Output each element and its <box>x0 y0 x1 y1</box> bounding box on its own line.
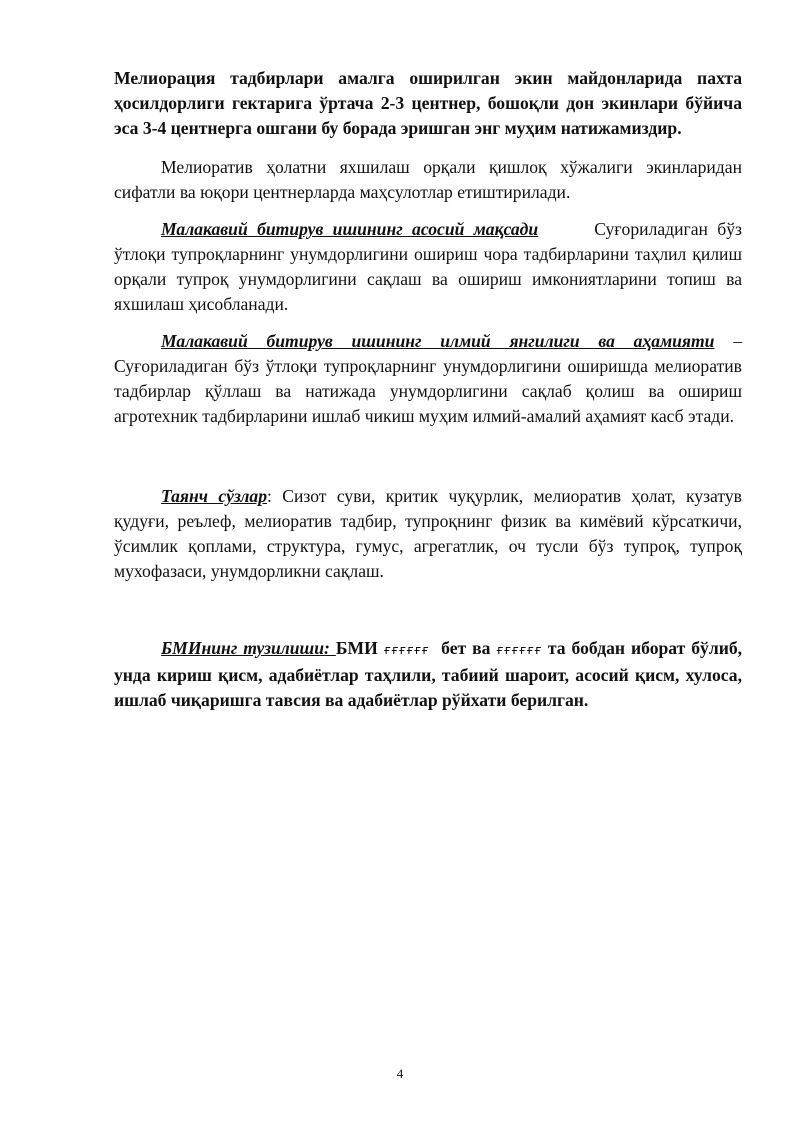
keywords-text: Сизот суви, критик чуқурлик, мелиоратив ҳолат, кузатув қудуғи, реълеф, мелиоратив тадбир, тупроқнинг физик ва кимёвий кўрсаткичи, ўсимлик қоплами, структура, гумус, агрегатлик, оч тусли бўз тупроқ, тупроқ мухофазаси, унумдорликни сақлаш. <box>114 486 742 581</box>
structure-text-part2: бет ва <box>441 638 491 658</box>
paragraph-goal <box>114 217 742 317</box>
novelty-heading: Малакавий битирув ишининг илмий янгилиги ва аҳамияти <box>161 331 715 351</box>
structure-heading: БМИнинг тузилиши: <box>161 638 336 658</box>
goal-heading: Малакавий битирув ишининг асосий мақсади <box>161 219 539 239</box>
novelty-text: Суғориладиган бўз ўтлоқи тупроқларнинг унумдорлигини оширишда мелиоратив тадбирлар қўллаш ва натижада унумдорлигини сақлаб қолиш ва ошириш агротехник тадбирларини ишлаб чикиш муҳим илмий-амалий аҳамият касб этади. <box>114 356 742 426</box>
novelty-dash: – <box>733 331 742 351</box>
keywords-colon: : <box>267 486 272 506</box>
page-number: 4 <box>396 1066 404 1081</box>
paragraph-improvement: Мелиоратив ҳолатни яхшилаш орқали қишлоқ хўжалиги экинларидан сифатли ва юқори центнерларда маҳсулотлар етиштирилади. <box>114 157 742 202</box>
goal-text: Суғориладиган бўз ўтлоқи тупроқларнинг унумдорлигини ошириш чора тадбирларини таҳлил қилиш орқали тупроқ унумдорлигини сақлаш ва ошириш имкониятларини топиш ва яхшилаш ҳисобланади. <box>114 219 743 314</box>
keywords-heading: Таянч сўзлар <box>161 486 267 506</box>
document-page <box>114 66 742 713</box>
chapter-count-placeholder: ғғғғғғ <box>496 643 542 657</box>
structure-text-part3: та бобдан иборат бўлиб, унда кириш қисм, адабиётлар таҳлили, табиий шароит, асосий қисм, хулоса, ишлаб чиқаришга тавсия ва адабиётлар рўйхати берилган. <box>114 638 743 710</box>
structure-text-part1: БМИ <box>335 638 378 658</box>
page-count-placeholder: ғғғғғғ <box>383 643 430 657</box>
paragraph-keywords <box>114 484 742 584</box>
paragraph-novelty <box>114 329 742 429</box>
paragraph-structure <box>114 636 742 713</box>
paragraph-results: Мелиорация тадбирлари амалга оширилган экин майдонларида пахта ҳосилдорлиги гектарига ўртача 2-3 центнер, бошоқли дон экинлари бўйича эса 3-4 центнерга ошгани бу борада эришган энг муҳим натижамиздир. <box>114 68 742 138</box>
